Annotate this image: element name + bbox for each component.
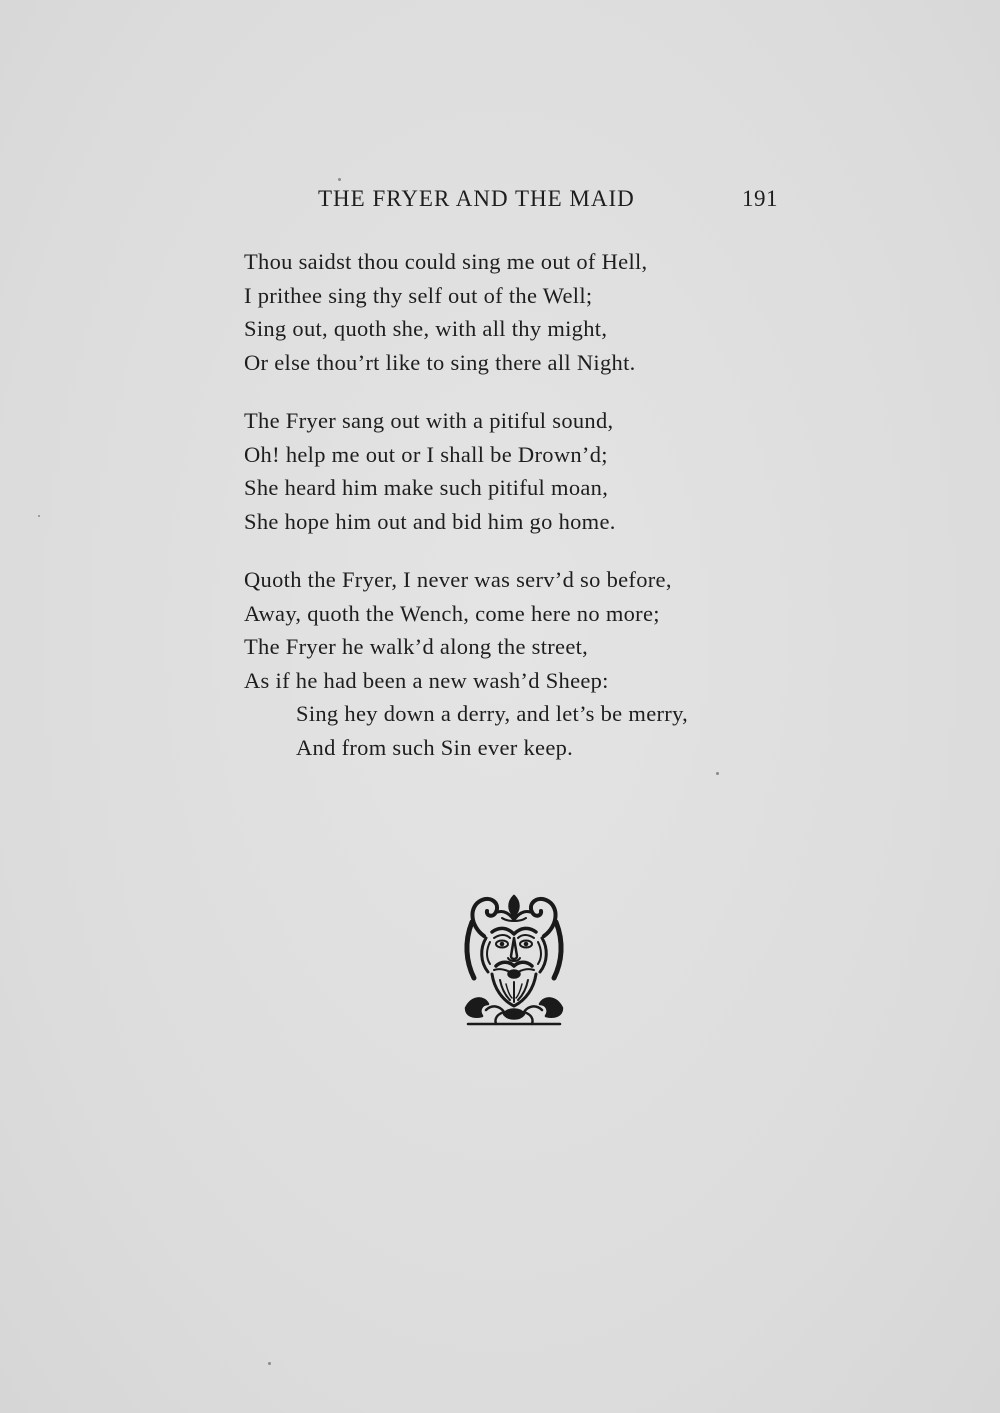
page-number: 191 [742,186,778,211]
running-title: THE FRYER AND THE MAID [318,186,635,211]
refrain-line: And from such Sin ever keep. [296,734,574,760]
verse-line: Thou saidst thou could sing me out of Hell, [244,249,648,274]
stanza-3 [244,563,804,764]
verse-line: Quoth the Fryer, I never was serv’d so before, [244,567,672,592]
verse-line: The Fryer sang out with a pitiful sound, [244,408,614,433]
paper-speck [716,772,719,775]
verse-line: Sing out, quoth she, with all thy might, [244,316,608,341]
verse-line: Oh! help me out or I shall be Drown’d; [244,441,608,467]
grotesque-mask-icon [462,892,566,1028]
verse-line: Away, quoth the Wench, come here no more; [244,600,660,626]
stanza-1 [244,245,804,379]
verse-line: As if he had been a new wash’d Sheep: [244,667,609,693]
refrain-line: Sing hey down a derry, and let’s be merry, [296,701,689,726]
stanza-2 [244,404,804,538]
paper-speck [338,178,341,181]
verse-line: I prithee sing thy self out of the Well; [244,282,593,308]
poem [244,245,804,789]
verse-line: She heard him make such pitiful moan, [244,475,609,500]
paper-speck [38,515,40,517]
verse-line: The Fryer he walk’d along the street, [244,634,589,659]
running-head [318,186,788,222]
verse-line: Or else thou’rt like to sing there all Night. [244,349,636,375]
verse-line: She hope him out and bid him go home. [244,508,616,534]
paper-speck [268,1362,271,1365]
